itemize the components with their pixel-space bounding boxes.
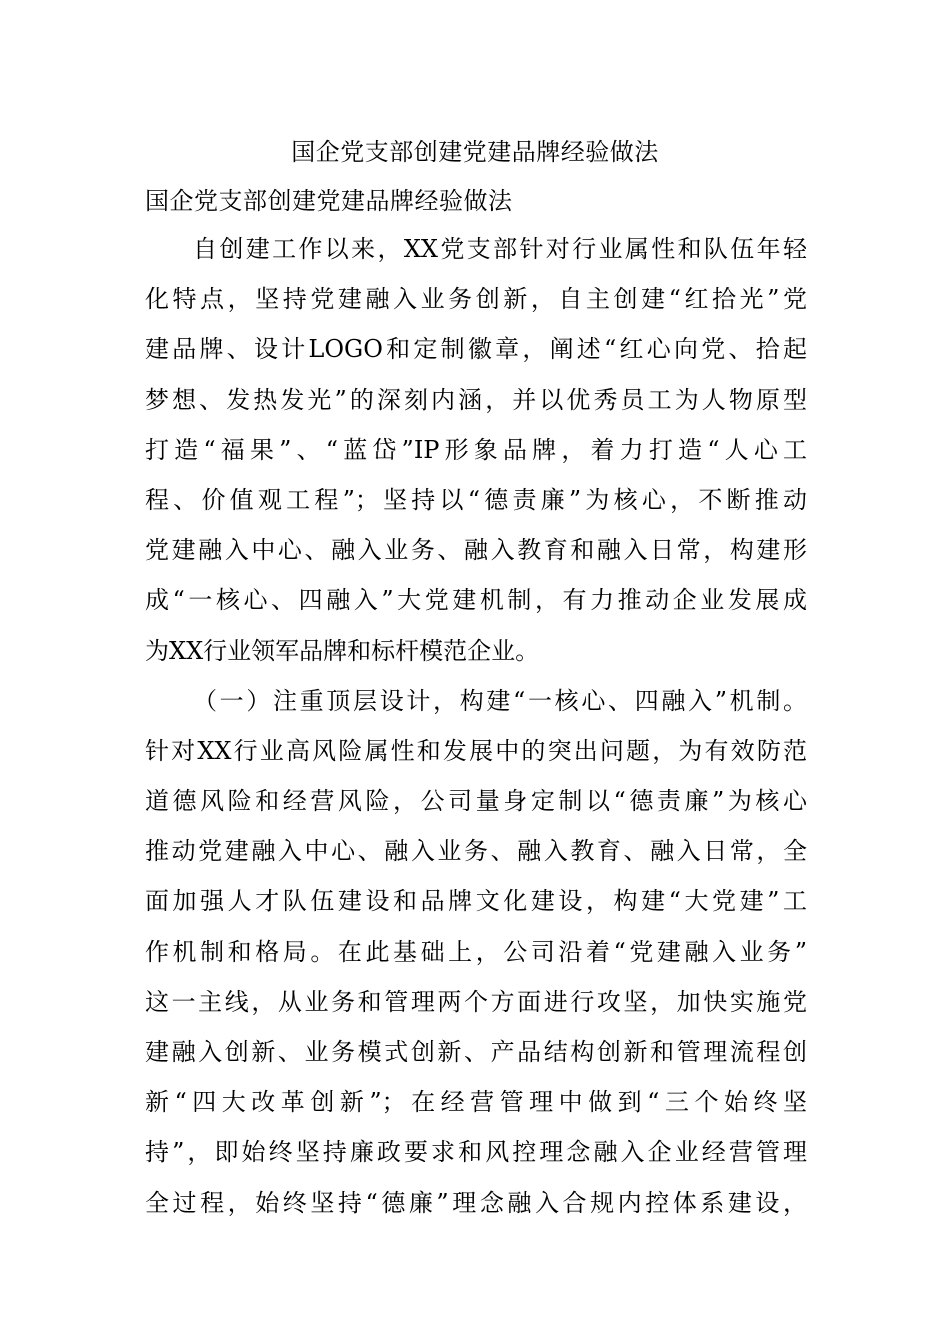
paragraph-line: 成“一核心、四融入”大党建机制，有力推动企业发展成	[145, 586, 807, 615]
paragraph-line: 全过程，始终坚持“德廉”理念融入合规内控体系建设，	[145, 1188, 807, 1217]
paragraph-line: 程、价值观工程”；坚持以“德责廉”为核心，不断推动	[145, 485, 807, 514]
paragraph-line: 化特点，坚持党建融入业务创新，自主创建“红拾光”党	[145, 285, 807, 314]
paragraph-line: 建融入创新、业务模式创新、产品结构创新和管理流程创	[145, 1038, 807, 1066]
paragraph-line: 道德风险和经营风险，公司量身定制以“德责廉”为核心	[145, 787, 807, 816]
paragraph-line: 自创建工作以来，XX党支部针对行业属性和队伍年轻	[193, 235, 807, 263]
paragraph-line: 针对XX行业高风险属性和发展中的突出问题，为有效防范	[145, 736, 807, 765]
document-body	[145, 224, 807, 1228]
paragraph-line: 为XX行业领军品牌和标杆模范企业。	[145, 636, 540, 665]
paragraph-line: 这一主线，从业务和管理两个方面进行攻坚，加快实施党	[145, 987, 807, 1016]
paragraph-line: 党建融入中心、融入业务、融入教育和融入日常，构建形	[145, 536, 807, 565]
paragraph-line: 梦想、发热发光”的深刻内涵，并以优秀员工为人物原型	[145, 385, 807, 414]
document-title: 国企党支部创建党建品牌经验做法	[291, 138, 659, 166]
section-heading-line: （一）注重顶层设计，构建“一核心、四融入”机制。	[193, 686, 807, 715]
paragraph-line: 持”，即始终坚持廉政要求和风控理念融入企业经营管理	[145, 1138, 807, 1167]
paragraph-line: 打造“福果”、“蓝岱”IP形象品牌，着力打造“人心工	[145, 435, 807, 464]
document-subtitle: 国企党支部创建党建品牌经验做法	[145, 187, 513, 215]
paragraph-line: 面加强人才队伍建设和品牌文化建设，构建“大党建”工	[145, 887, 807, 916]
paragraph-line: 作机制和格局。在此基础上，公司沿着“党建融入业务”	[145, 937, 807, 966]
paragraph-line: 新“四大改革创新”；在经营管理中做到“三个始终坚	[145, 1088, 807, 1117]
paragraph-line: 建品牌、设计LOGO和定制徽章，阐述“红心向党、拾起	[145, 335, 807, 364]
paragraph-line: 推动党建融入中心、融入业务、融入教育、融入日常，全	[145, 837, 807, 866]
